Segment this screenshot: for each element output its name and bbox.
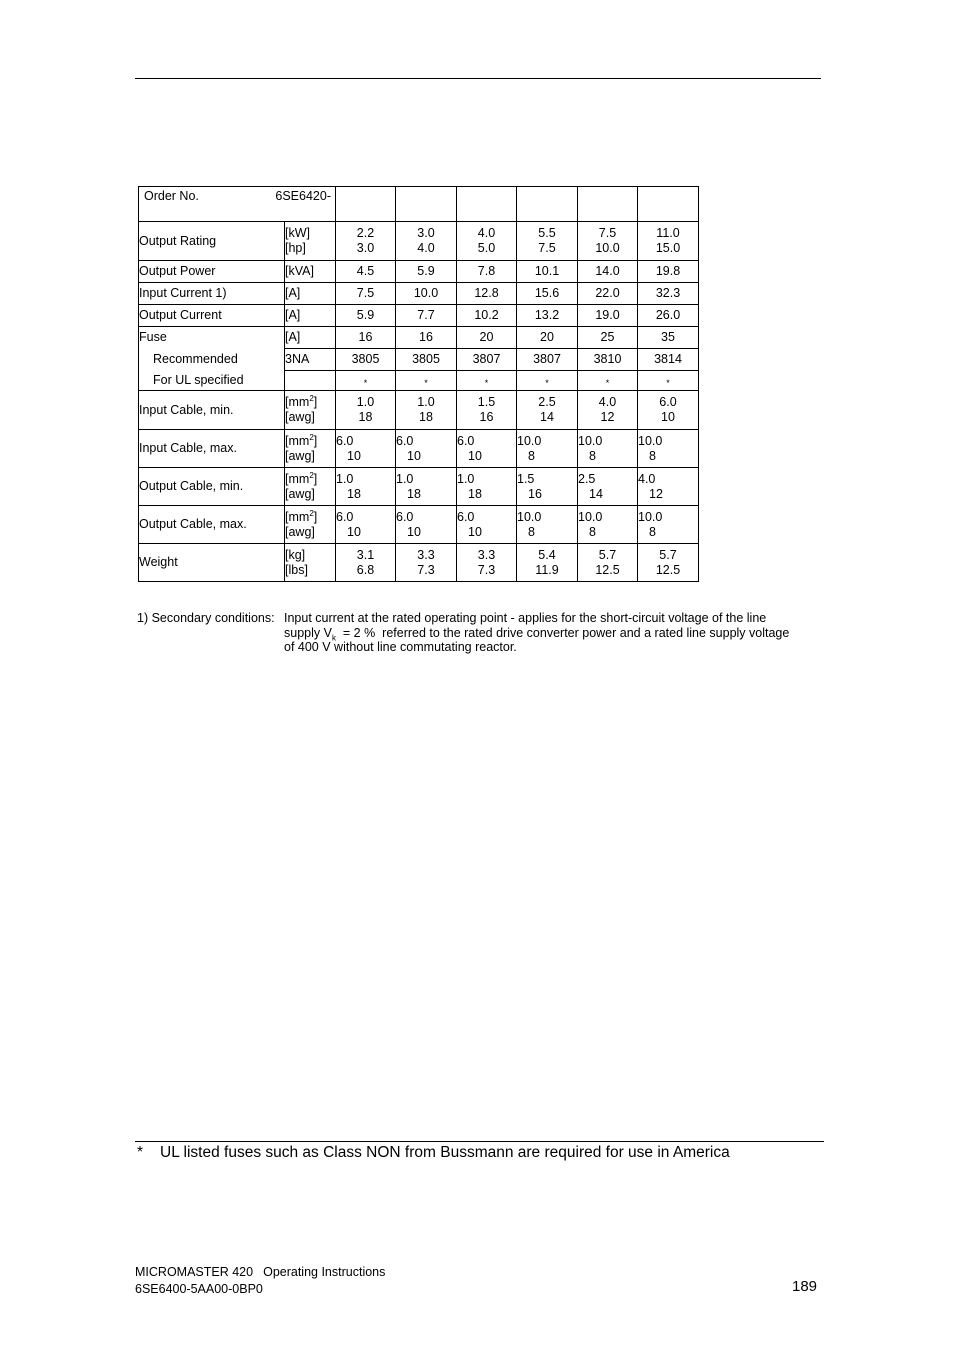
ul-note-asterisk: * <box>137 1144 144 1161</box>
row-label: Output Rating <box>139 222 285 261</box>
table-cell: 2.5 14 <box>517 391 578 430</box>
table-cell: 6.0 10 <box>396 506 457 544</box>
row-output-rating <box>139 222 699 261</box>
order-no-suffix-cell <box>457 187 517 222</box>
table-cell: 7.5 10.0 <box>578 222 638 261</box>
row-output-current <box>139 305 699 327</box>
table-cell: * <box>336 371 396 391</box>
footnote-rule <box>135 1141 824 1142</box>
table-cell: * <box>578 371 638 391</box>
row-unit: [kW] [hp] <box>285 222 336 261</box>
table-cell: 1.0 18 <box>336 391 396 430</box>
table-cell: 3805 <box>396 349 457 371</box>
order-no-suffix-cell <box>638 187 699 222</box>
table-cell: 26.0 <box>638 305 699 327</box>
table-cell: 1.5 16 <box>457 391 517 430</box>
order-no-suffix-cell <box>578 187 638 222</box>
table-cell: 2.5 14 <box>578 468 638 506</box>
table-cell: 19.0 <box>578 305 638 327</box>
table-cell: 5.9 <box>396 261 457 283</box>
row-unit: [A] <box>285 283 336 305</box>
table-cell: 3814 <box>638 349 699 371</box>
table-cell: 4.0 12 <box>638 468 699 506</box>
table-cell: 6.0 10 <box>336 430 396 468</box>
row-unit: $[mm^2]$ [awg] <box>285 468 336 506</box>
table-cell: 10.0 8 <box>578 506 638 544</box>
table-cell: 11.0 15.0 <box>638 222 699 261</box>
row-input-current <box>139 283 699 305</box>
row-unit: $[mm^2]$ [awg] <box>285 506 336 544</box>
row-label: Input Current 1) <box>139 283 285 305</box>
row-weight <box>139 544 699 582</box>
table-cell: 5.7 12.5 <box>578 544 638 582</box>
row-unit: $[mm^2]$ [awg] <box>285 391 336 430</box>
footnote-text <box>284 611 824 655</box>
table-cell: 25 <box>578 327 638 349</box>
row-input-cable-min <box>139 391 699 430</box>
row-label: For UL specified <box>139 371 285 391</box>
table-cell: 1.0 18 <box>396 391 457 430</box>
footnote-line-1: Input current at the rated operating point - applies for the short-circuit voltage of the line <box>284 611 767 625</box>
table-cell: 6.0 10 <box>336 506 396 544</box>
footer-product: MICROMASTER 420 <box>135 1265 254 1279</box>
ul-note-text: UL listed fuses such as Class NON from Bussmann are required for use in America <box>160 1144 730 1161</box>
table-cell: 10.0 8 <box>517 430 578 468</box>
order-no-suffix-cell <box>517 187 578 222</box>
table-cell: 3807 <box>457 349 517 371</box>
table-cell: 7.5 <box>336 283 396 305</box>
table-cell: 6.0 10 <box>396 430 457 468</box>
row-label: Output Cable, max. <box>139 506 285 544</box>
footer-doc-type: Operating Instructions <box>263 1265 386 1279</box>
row-label: Input Cable, min. <box>139 391 285 430</box>
table-cell: 16 <box>396 327 457 349</box>
footnote-line-2: supply $V_k = 2$ % referred to the rated drive converter power and a rated line supply voltage <box>284 625 790 642</box>
row-label: Input Cable, max. <box>139 430 285 468</box>
footnote-line-3: of 400 V without line commutating reactor. <box>284 640 517 654</box>
row-label: Fuse <box>139 327 285 349</box>
row-label: Recommended <box>139 349 285 371</box>
table-cell: 1.5 16 <box>517 468 578 506</box>
header-rule <box>135 78 821 79</box>
table-cell: 3.3 7.3 <box>396 544 457 582</box>
table-cell: 10.0 <box>396 283 457 305</box>
table-cell: 15.6 <box>517 283 578 305</box>
table-cell: 6.0 10 <box>457 430 517 468</box>
table-cell: 3805 <box>336 349 396 371</box>
row-label: Output Current <box>139 305 285 327</box>
order-no-cell <box>139 187 336 222</box>
table-cell: 19.8 <box>638 261 699 283</box>
footer-title <box>135 1264 385 1280</box>
table-cell: 10.1 <box>517 261 578 283</box>
page-number: 189 <box>792 1278 818 1295</box>
table-cell: 32.3 <box>638 283 699 305</box>
table-cell: 3.1 6.8 <box>336 544 396 582</box>
table-cell: 5.5 7.5 <box>517 222 578 261</box>
table-cell: * <box>457 371 517 391</box>
row-label: Output Power <box>139 261 285 283</box>
table-cell: 10.0 8 <box>638 506 699 544</box>
row-fuse-recommended <box>139 349 699 371</box>
table-cell: 5.9 <box>336 305 396 327</box>
table-cell: * <box>638 371 699 391</box>
table-cell: 14.0 <box>578 261 638 283</box>
table-cell: 5.4 11.9 <box>517 544 578 582</box>
row-unit: [kg] [lbs] <box>285 544 336 582</box>
table-cell: 10.0 8 <box>517 506 578 544</box>
table-cell: 20 <box>457 327 517 349</box>
table-cell: 1.0 18 <box>336 468 396 506</box>
order-no-label: Order No. <box>144 189 199 203</box>
row-input-cable-max <box>139 430 699 468</box>
table-cell: 6.0 10 <box>457 506 517 544</box>
table-cell: 10.0 8 <box>578 430 638 468</box>
row-output-power <box>139 261 699 283</box>
technical-data-table <box>138 186 699 582</box>
table-cell: 22.0 <box>578 283 638 305</box>
table-cell: 1.0 18 <box>457 468 517 506</box>
row-order-no <box>139 187 699 222</box>
table-cell: * <box>517 371 578 391</box>
table-cell: 4.0 5.0 <box>457 222 517 261</box>
row-output-cable-max <box>139 506 699 544</box>
table-cell: 4.0 12 <box>578 391 638 430</box>
table-cell: 3807 <box>517 349 578 371</box>
table-cell: 6.0 10 <box>638 391 699 430</box>
table-cell: 7.8 <box>457 261 517 283</box>
table-cell: * <box>396 371 457 391</box>
footer-doc-code: 6SE6400-5AA00-0BP0 <box>135 1282 263 1296</box>
table-cell: 20 <box>517 327 578 349</box>
row-unit: [A] <box>285 305 336 327</box>
footnote-head: 1) Secondary conditions: <box>137 611 275 625</box>
table-cell: 3.3 7.3 <box>457 544 517 582</box>
order-no-suffix-cell <box>336 187 396 222</box>
table-cell: 2.2 3.0 <box>336 222 396 261</box>
row-fuse <box>139 327 699 349</box>
table-cell: 10.0 8 <box>638 430 699 468</box>
order-no-prefix: 6SE6420- <box>275 189 331 203</box>
row-unit: $[mm^2]$ [awg] <box>285 430 336 468</box>
table-cell: 10.2 <box>457 305 517 327</box>
row-fuse-ul <box>139 371 699 391</box>
row-label: Weight <box>139 544 285 582</box>
table-cell: 13.2 <box>517 305 578 327</box>
table-cell: 16 <box>336 327 396 349</box>
table-cell: 3.0 4.0 <box>396 222 457 261</box>
row-unit: [A] <box>285 327 336 349</box>
row-unit: 3NA <box>285 349 336 371</box>
row-output-cable-min <box>139 468 699 506</box>
table-cell: 4.5 <box>336 261 396 283</box>
ul-fuse-note <box>137 1143 730 1163</box>
row-unit: [kVA] <box>285 261 336 283</box>
table-cell: 1.0 18 <box>396 468 457 506</box>
table-cell: 35 <box>638 327 699 349</box>
table-cell: 3810 <box>578 349 638 371</box>
table-cell: 5.7 12.5 <box>638 544 699 582</box>
row-label: Output Cable, min. <box>139 468 285 506</box>
table-cell: 7.7 <box>396 305 457 327</box>
table-cell: 12.8 <box>457 283 517 305</box>
order-no-suffix-cell <box>396 187 457 222</box>
